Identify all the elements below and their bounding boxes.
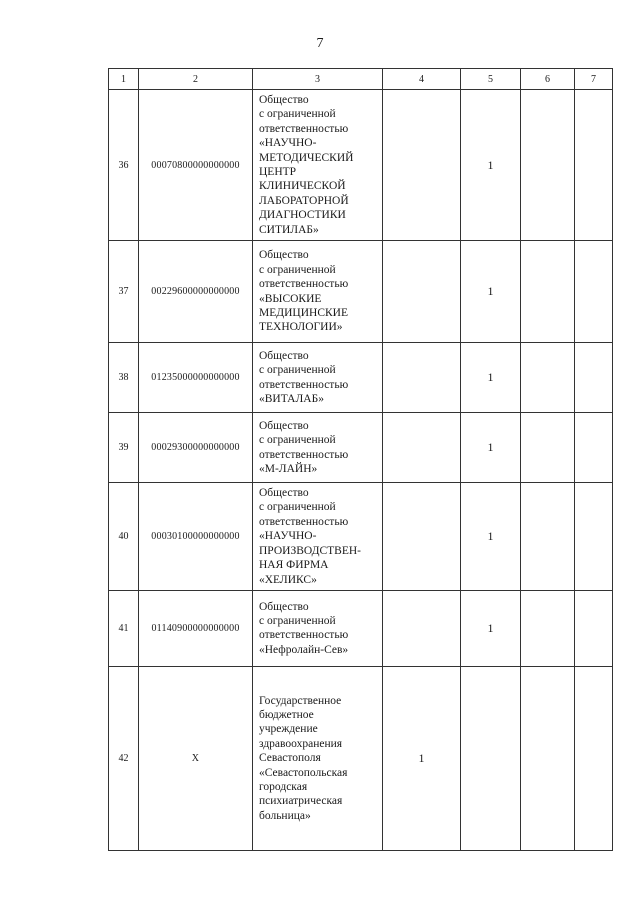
- cell-col5: [461, 666, 521, 850]
- organization-name: Общество с ограниченной ответственностью «ВЫСОКИЕ МЕДИЦИНСКИЕ ТЕХНОЛОГИИ»: [253, 241, 383, 343]
- cell-col6: [521, 90, 575, 241]
- column-header: 4: [383, 69, 461, 90]
- cell-col6: [521, 413, 575, 483]
- column-header: 1: [109, 69, 139, 90]
- column-header: 5: [461, 69, 521, 90]
- cell-col4: 1: [383, 666, 461, 850]
- cell-col7: [575, 666, 613, 850]
- cell-col6: [521, 343, 575, 413]
- row-number: 36: [109, 90, 139, 241]
- cell-col4: [383, 590, 461, 666]
- registry-code: 00070800000000000: [139, 90, 253, 241]
- cell-col5: 1: [461, 483, 521, 591]
- organization-name: Общество с ограниченной ответственностью «НАУЧНО- МЕТОДИЧЕСКИЙ ЦЕНТР КЛИНИЧЕСКОЙ ЛАБОРАТОРНОЙ ДИАГНОСТИКИ СИТИЛАБ»: [253, 90, 383, 241]
- registry-code: X: [139, 666, 253, 850]
- registry-table: [108, 68, 613, 851]
- row-number: 38: [109, 343, 139, 413]
- cell-col6: [521, 241, 575, 343]
- column-header: 6: [521, 69, 575, 90]
- cell-col4: [383, 90, 461, 241]
- row-number: 41: [109, 590, 139, 666]
- cell-col5: 1: [461, 241, 521, 343]
- cell-col7: [575, 413, 613, 483]
- cell-col7: [575, 590, 613, 666]
- table-row: [109, 413, 613, 483]
- row-number: 39: [109, 413, 139, 483]
- table-row: [109, 241, 613, 343]
- cell-col6: [521, 666, 575, 850]
- row-number: 42: [109, 666, 139, 850]
- cell-col5: 1: [461, 343, 521, 413]
- organization-name: Общество с ограниченной ответственностью «М-ЛАЙН»: [253, 413, 383, 483]
- row-number: 37: [109, 241, 139, 343]
- cell-col6: [521, 590, 575, 666]
- cell-col7: [575, 483, 613, 591]
- cell-col6: [521, 483, 575, 591]
- organization-name: Общество с ограниченной ответственностью «НАУЧНО- ПРОИЗВОДСТВЕН- НАЯ ФИРМА «ХЕЛИКС»: [253, 483, 383, 591]
- cell-col5: 1: [461, 413, 521, 483]
- cell-col7: [575, 90, 613, 241]
- organization-name: Общество с ограниченной ответственностью «ВИТАЛАБ»: [253, 343, 383, 413]
- table-row: [109, 666, 613, 850]
- cell-col7: [575, 343, 613, 413]
- organization-name: Государственное бюджетное учреждение здравоохранения Севастополя «Севастопольская городская психиатрическая больница»: [253, 666, 383, 850]
- cell-col4: [383, 241, 461, 343]
- table-row: [109, 590, 613, 666]
- registry-code: 00229600000000000: [139, 241, 253, 343]
- cell-col7: [575, 241, 613, 343]
- cell-col4: [383, 413, 461, 483]
- registry-code: 00030100000000000: [139, 483, 253, 591]
- table-row: [109, 483, 613, 591]
- column-header: 7: [575, 69, 613, 90]
- header-row: [109, 69, 613, 90]
- column-header: 3: [253, 69, 383, 90]
- cell-col5: 1: [461, 590, 521, 666]
- registry-code: 01235000000000000: [139, 343, 253, 413]
- table-row: [109, 343, 613, 413]
- page-number: 7: [316, 36, 324, 51]
- row-number: 40: [109, 483, 139, 591]
- cell-col4: [383, 483, 461, 591]
- registry-code: 01140900000000000: [139, 590, 253, 666]
- organization-name: Общество с ограниченной ответственностью «Нефролайн-Сев»: [253, 590, 383, 666]
- cell-col4: [383, 343, 461, 413]
- cell-col5: 1: [461, 90, 521, 241]
- table-row: [109, 90, 613, 241]
- registry-code: 00029300000000000: [139, 413, 253, 483]
- column-header: 2: [139, 69, 253, 90]
